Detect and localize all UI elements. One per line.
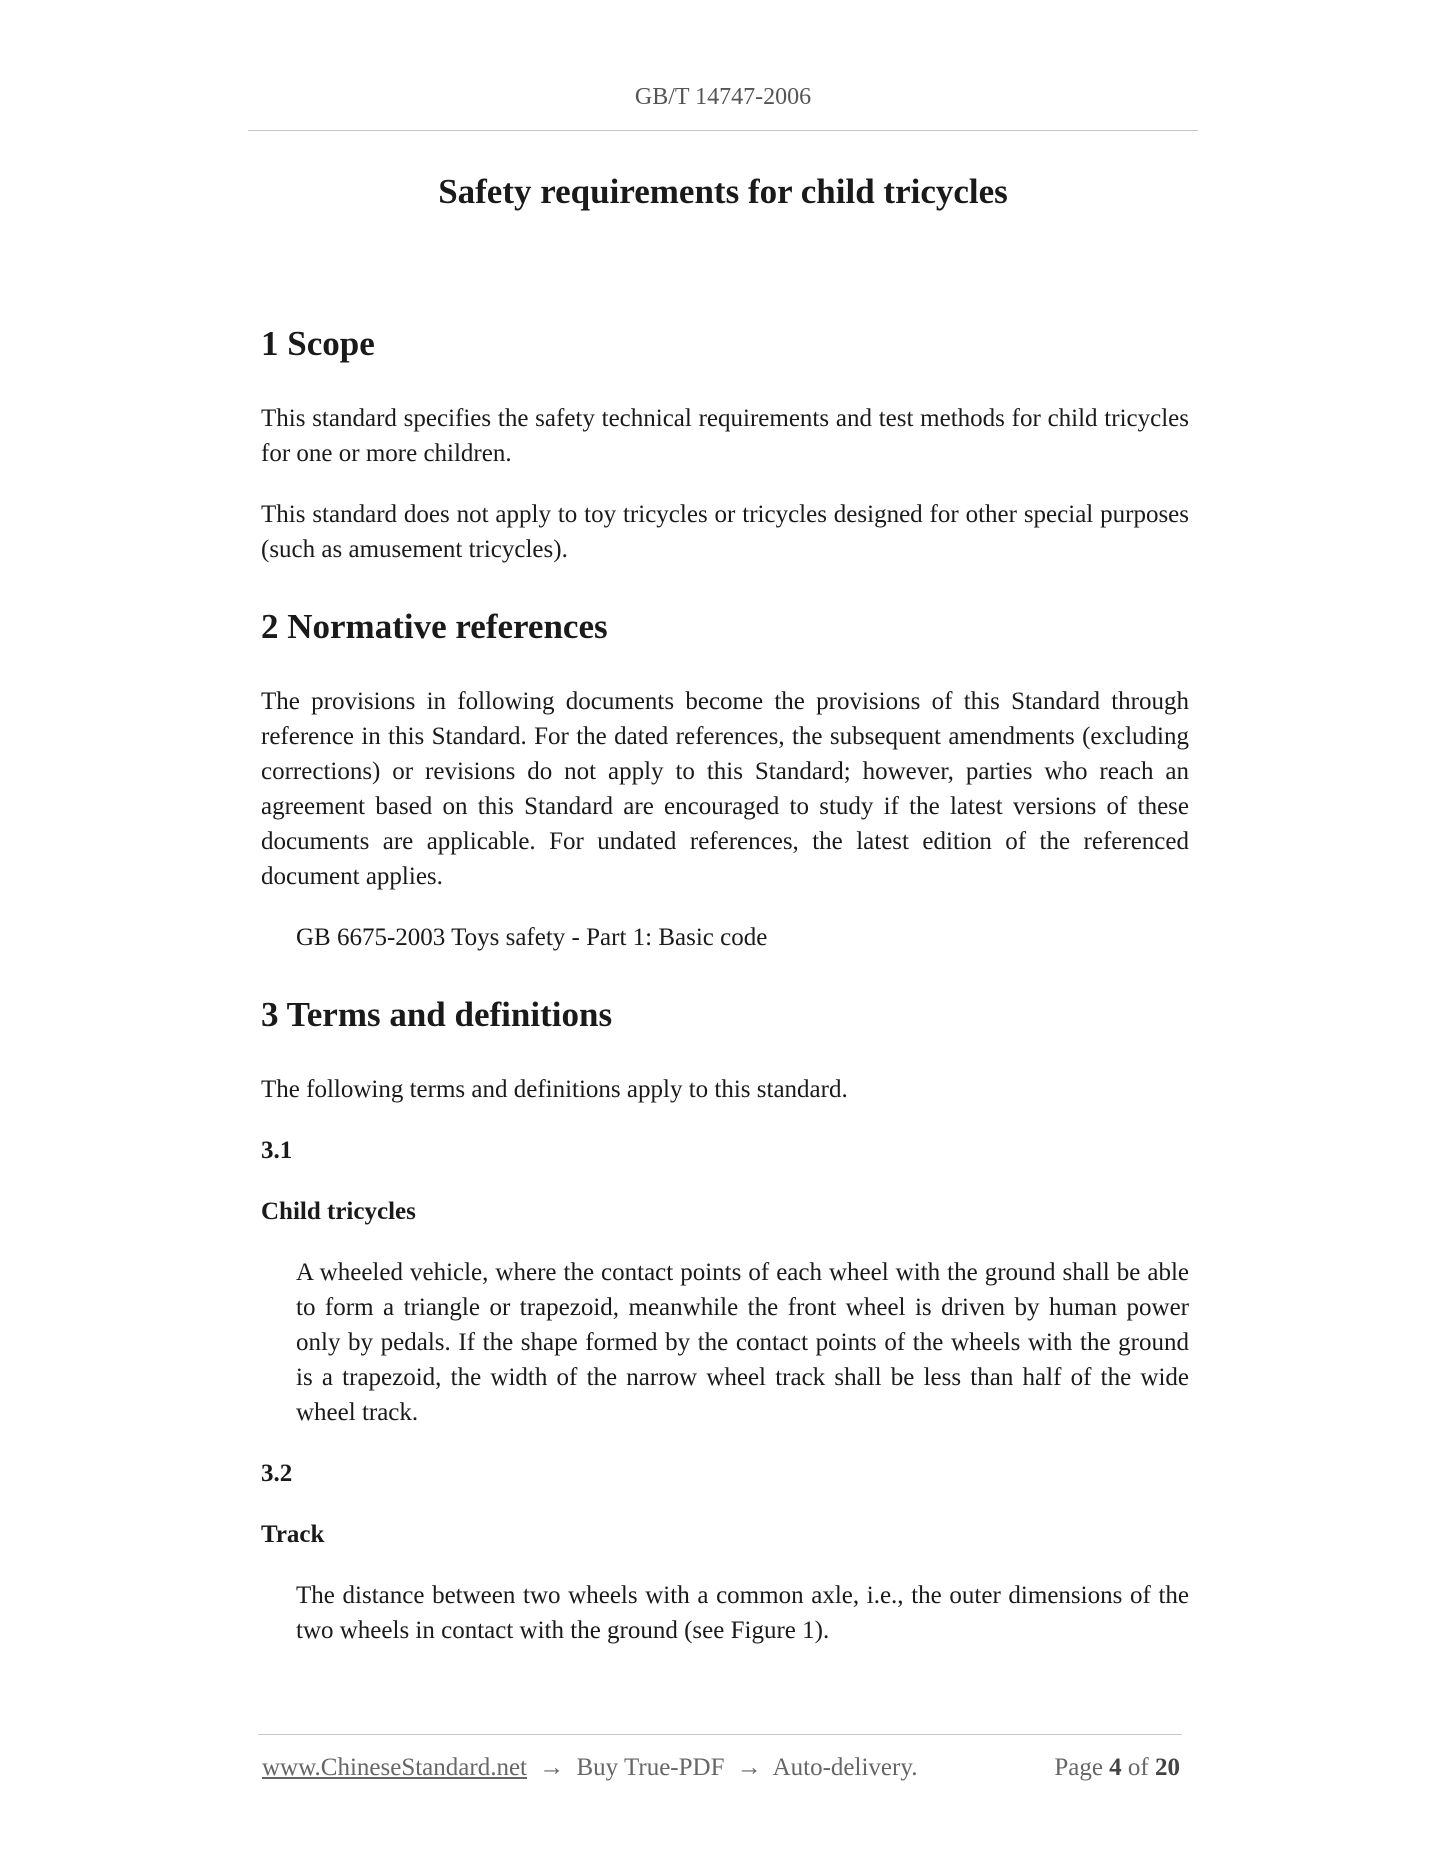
arrow-right-icon: → — [736, 1754, 762, 1781]
term-name-child-tricycles: Child tricycles — [261, 1198, 416, 1225]
section-heading-normative-references: 2 Normative references — [261, 607, 608, 646]
auto-delivery-text: Auto-delivery. — [772, 1754, 918, 1781]
document-body — [261, 324, 1189, 1648]
footer-links — [262, 1754, 917, 1782]
scope-paragraph-1: This standard specifies the safety technical requirements and test methods for child tricycles for one or more children. — [261, 405, 1189, 467]
current-page-number: 4 — [1109, 1754, 1122, 1781]
term-definition-track: The distance between two wheels with a common axle, i.e., the outer dimensions of the two wheels in contact with the ground (see Figure 1). — [296, 1582, 1189, 1644]
section-heading-terms: 3 Terms and definitions — [261, 995, 613, 1034]
term-definition-child-tricycles: A wheeled vehicle, where the contact points of each wheel with the ground shall be able to form a triangle or trapezoid, meanwhile the front wheel is driven by human power only by pedals. If the shape formed by the contact points of the wheels with the ground is a trapezoid, the width of the narrow wheel track shall be less than half of the wide wheel track. — [296, 1259, 1189, 1426]
section-heading-scope: 1 Scope — [261, 324, 375, 363]
references-paragraph: The provisions in following documents become the provisions of this Standard through reference in this Standard. For the dated references, the subsequent amendments (excluding corrections) or revisions do not apply to this Standard; however, parties who reach an agreement based on this Standard are encouraged to study if the latest versions of these documents are applicable. For undated references, the latest edition of the referenced document applies. — [261, 688, 1189, 890]
terms-intro: The following terms and definitions apply to this standard. — [261, 1076, 848, 1103]
footer-divider — [258, 1734, 1182, 1735]
arrow-right-icon: → — [539, 1754, 565, 1781]
clause-number-3-2: 3.2 — [261, 1460, 293, 1487]
term-name-track: Track — [261, 1521, 325, 1548]
page-header: GB/T 14747-2006 — [634, 84, 812, 110]
page-indicator — [1054, 1754, 1180, 1782]
page-label: Page — [1054, 1754, 1103, 1781]
scope-paragraph-2: This standard does not apply to toy tricycles or tricycles designed for other special purposes (such as amusement tricycles). — [261, 501, 1189, 563]
reference-item: GB 6675-2003 Toys safety - Part 1: Basic code — [296, 924, 768, 951]
total-pages-number: 20 — [1155, 1754, 1180, 1781]
website-link[interactable]: www.ChineseStandard.net — [262, 1754, 527, 1781]
header-divider — [248, 130, 1198, 131]
document-title: Safety requirements for child tricycles — [438, 172, 1008, 211]
buy-true-pdf-text: Buy True-PDF — [576, 1754, 725, 1781]
clause-number-3-1: 3.1 — [261, 1137, 293, 1164]
of-label: of — [1127, 1754, 1149, 1781]
